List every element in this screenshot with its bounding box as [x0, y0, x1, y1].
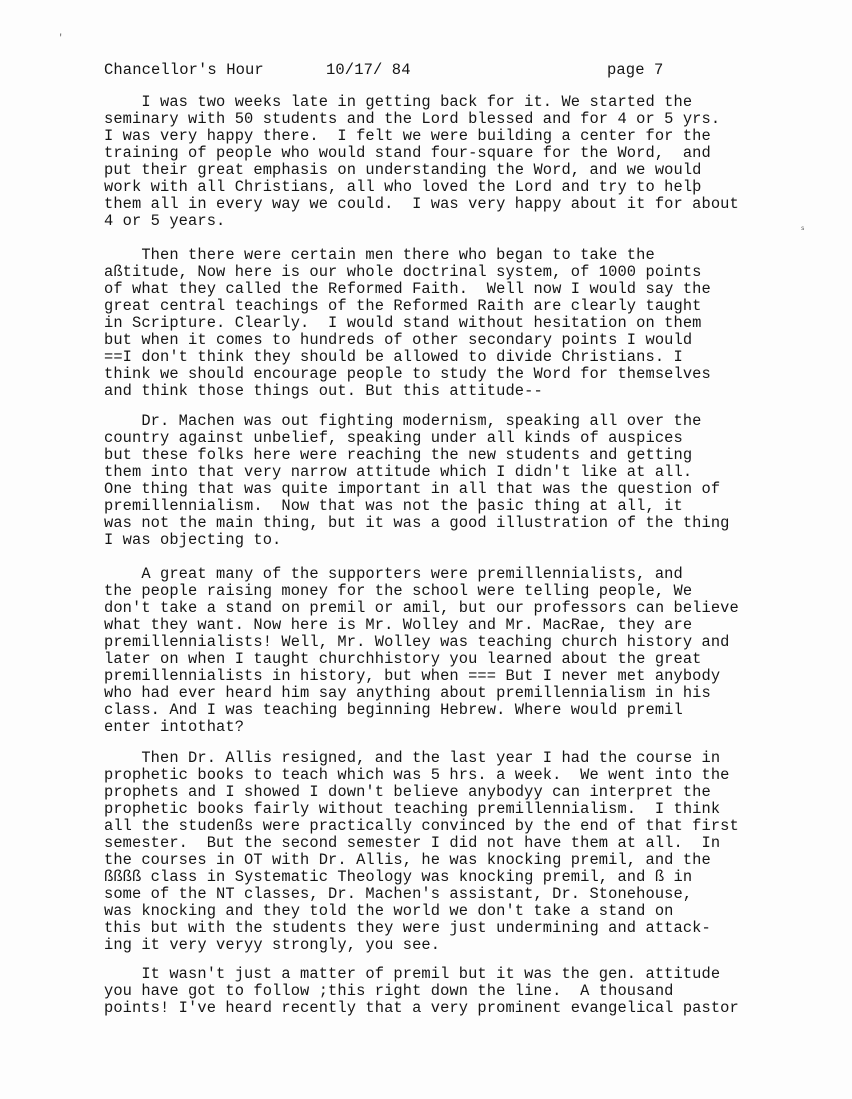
text-line: premillennialism. Now that was not the þasic thing at all, it — [104, 497, 683, 515]
stray-mark: ' — [58, 33, 64, 43]
paragraph-5 — [104, 750, 824, 954]
text-line: Dr. Machen was out fighting modernism, speaking all over the — [104, 412, 702, 430]
text-line: this but with the students they were just undermining and attack- — [104, 919, 711, 937]
text-line: who had ever heard him say anything about premillennialism in his — [104, 684, 711, 702]
text-line: but when it comes to hundreds of other secondary points I would — [104, 331, 693, 349]
text-line: points! I've heard recently that a very prominent evangelical pastor — [104, 999, 739, 1017]
text-line: prophetic books to teach which was 5 hrs. a week. We went into the — [104, 766, 730, 784]
text-line: of what they called the Reformed Faith. Well now I would say the — [104, 280, 711, 298]
text-line: ing it very veryy strongly, you see. — [104, 936, 441, 954]
text-line: was knocking and they told the world we don't take a stand on — [104, 902, 674, 920]
text-line: I was objecting to. — [104, 531, 282, 549]
text-line: all the studenßs were practically convinced by the end of that first — [104, 817, 739, 835]
text-line: in Scripture. Clearly. I would stand without hesitation on them — [104, 314, 702, 332]
text-line: was not the main thing, but it was a good illustration of the thing — [104, 514, 730, 532]
text-line: Then Dr. Allis resigned, and the last year I had the course in — [104, 749, 721, 767]
paragraph-3 — [104, 413, 824, 549]
text-line: what they want. Now here is Mr. Wolley and Mr. MacRae, they are — [104, 616, 693, 634]
text-line: Then there were certain men there who began to take the — [104, 246, 655, 264]
text-line: A great many of the supporters were premillennialists, and — [104, 565, 683, 583]
header-title: Chancellor's Hour — [104, 61, 264, 79]
text-line: prophets and I showed I down't believe anybodyy can interpret the — [104, 783, 711, 801]
stray-mark: ˢ — [800, 225, 806, 235]
text-line: seminary with 50 students and the Lord blessed and for 4 or 5 yrs. — [104, 110, 721, 128]
text-line: some of the NT classes, Dr. Machen's assistant, Dr. Stonehouse, — [104, 885, 693, 903]
text-line: semester. But the second semester I did not have them at all. In — [104, 834, 721, 852]
text-line: work with all Christians, all who loved the Lord and try to helþ — [104, 178, 702, 196]
header-date: 10/17/ 84 — [326, 61, 411, 79]
text-line: class. And I was teaching beginning Hebrew. Where would premil — [104, 701, 683, 719]
text-line: 4 or 5 years. — [104, 212, 226, 230]
text-line: them into that very narrow attitude which I didn't like at all. — [104, 463, 693, 481]
text-line: the people raising money for the school were telling people, We — [104, 582, 693, 600]
text-line: aßtitude, Now here is our whole doctrinal system, of 1000 points — [104, 263, 702, 281]
paragraph-1 — [104, 94, 824, 230]
paragraph-6 — [104, 966, 824, 1017]
text-line: great central teachings of the Reformed Raith are clearly taught — [104, 297, 702, 315]
text-line: I was very happy there. I felt we were building a center for the — [104, 127, 711, 145]
text-line: premillennialists in history, but when === But I never met anybody — [104, 667, 721, 685]
text-line: I was two weeks late in getting back for it. We started the — [104, 93, 693, 111]
text-line: ßßßß class in Systematic Theology was knocking premil, and ß in — [104, 868, 693, 886]
text-line: One thing that was quite important in all that was the question of — [104, 480, 721, 498]
text-line: the courses in OT with Dr. Allis, he was knocking premil, and the — [104, 851, 711, 869]
text-line: It wasn't just a matter of premil but it was the gen. attitude — [104, 965, 721, 983]
paragraph-2 — [104, 247, 824, 400]
text-line: premillennialists! Well, Mr. Wolley was teaching church history and — [104, 633, 730, 651]
text-line: don't take a stand on premil or amil, but our professors can believe — [104, 599, 739, 617]
page-header — [104, 62, 804, 80]
paragraph-4 — [104, 566, 824, 736]
text-line: and think those things out. But this attitude-- — [104, 382, 543, 400]
header-page-number: page 7 — [607, 61, 664, 79]
text-line: you have got to follow ;this right down the line. A thousand — [104, 982, 674, 1000]
text-line: ==I don't think they should be allowed to divide Christians. I — [104, 348, 683, 366]
text-line: country against unbelief, speaking under all kinds of auspices — [104, 429, 683, 447]
text-line: put their great emphasis on understanding the Word, and we would — [104, 161, 702, 179]
text-line: prophetic books fairly without teaching premillennialism. I think — [104, 800, 721, 818]
text-line: training of people who would stand four-square for the Word, and — [104, 144, 711, 162]
text-line: later on when I taught churchhistory you learned about the great — [104, 650, 702, 668]
text-line: but these folks here were reaching the new students and getting — [104, 446, 693, 464]
text-line: think we should encourage people to study the Word for themselves — [104, 365, 711, 383]
text-line: enter intothat? — [104, 718, 245, 736]
text-line: them all in every way we could. I was very happy about it for about — [104, 195, 739, 213]
